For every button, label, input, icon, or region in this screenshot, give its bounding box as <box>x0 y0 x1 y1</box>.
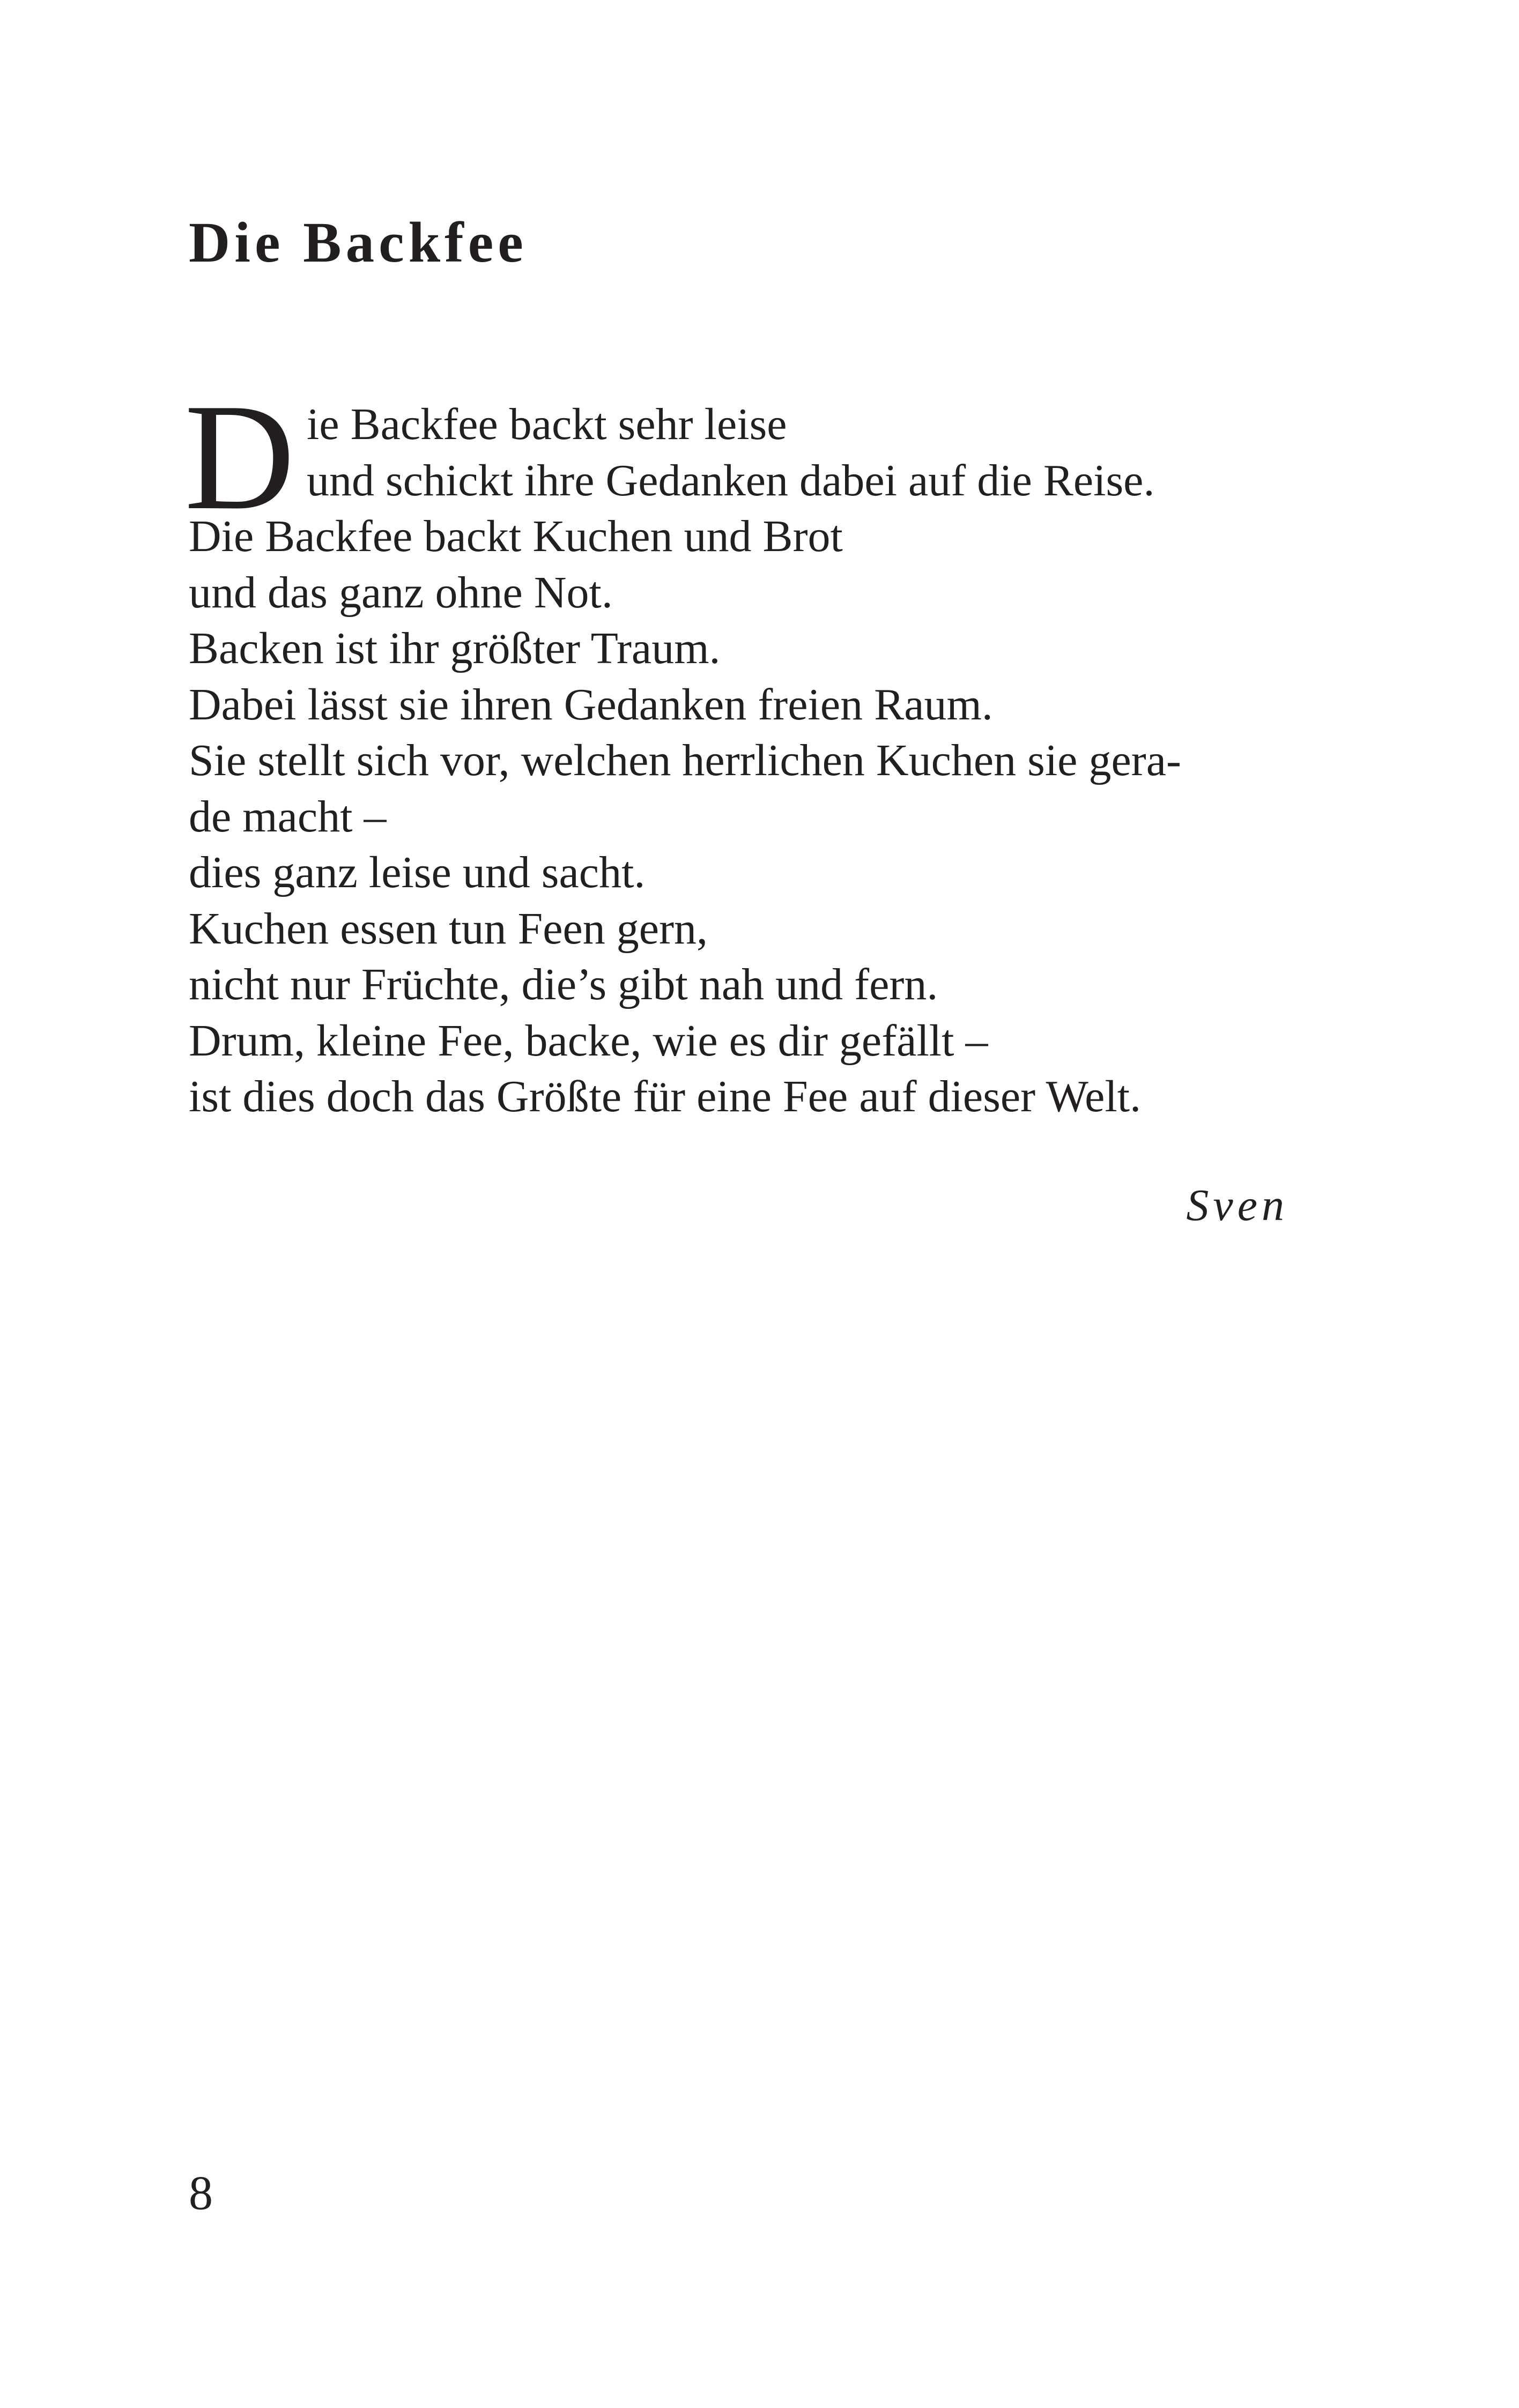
poem-line: Die Backfee backt Kuchen und Brot <box>189 511 843 561</box>
poem-line: Drum, kleine Fee, backe, wie es dir gefällt – <box>189 1015 988 1066</box>
poem-line: nicht nur Früchte, die’s gibt nah und fern. <box>189 960 938 1009</box>
poem-line: dies ganz leise und sacht. <box>189 848 646 897</box>
poem-line: Backen ist ihr größter Traum. <box>189 623 721 673</box>
author-signature: Sven <box>1186 1180 1288 1230</box>
poem-line: ie Backfee backt sehr leise <box>307 399 787 449</box>
drop-cap: D <box>184 372 295 541</box>
poem-line: und das ganz ohne Not. <box>189 567 613 618</box>
poem-body <box>184 372 1342 1125</box>
poem-line: Sie stellt sich vor, welchen herrlichen Kuchen sie gera- <box>189 735 1181 785</box>
poem-line: ist dies doch das Größte für eine Fee auf dieser Welt. <box>189 1072 1142 1121</box>
poem-line: Kuchen essen tun Feen gern, <box>189 903 708 954</box>
poem-line: Dabei lässt sie ihren Gedanken freien Raum. <box>189 679 993 730</box>
page-number: 8 <box>189 2167 213 2220</box>
poem-line: de macht – <box>189 791 387 842</box>
poem-title: Die Backfee <box>189 211 528 274</box>
poem-line: und schickt ihre Gedanken dabei auf die Reise. <box>307 455 1155 506</box>
